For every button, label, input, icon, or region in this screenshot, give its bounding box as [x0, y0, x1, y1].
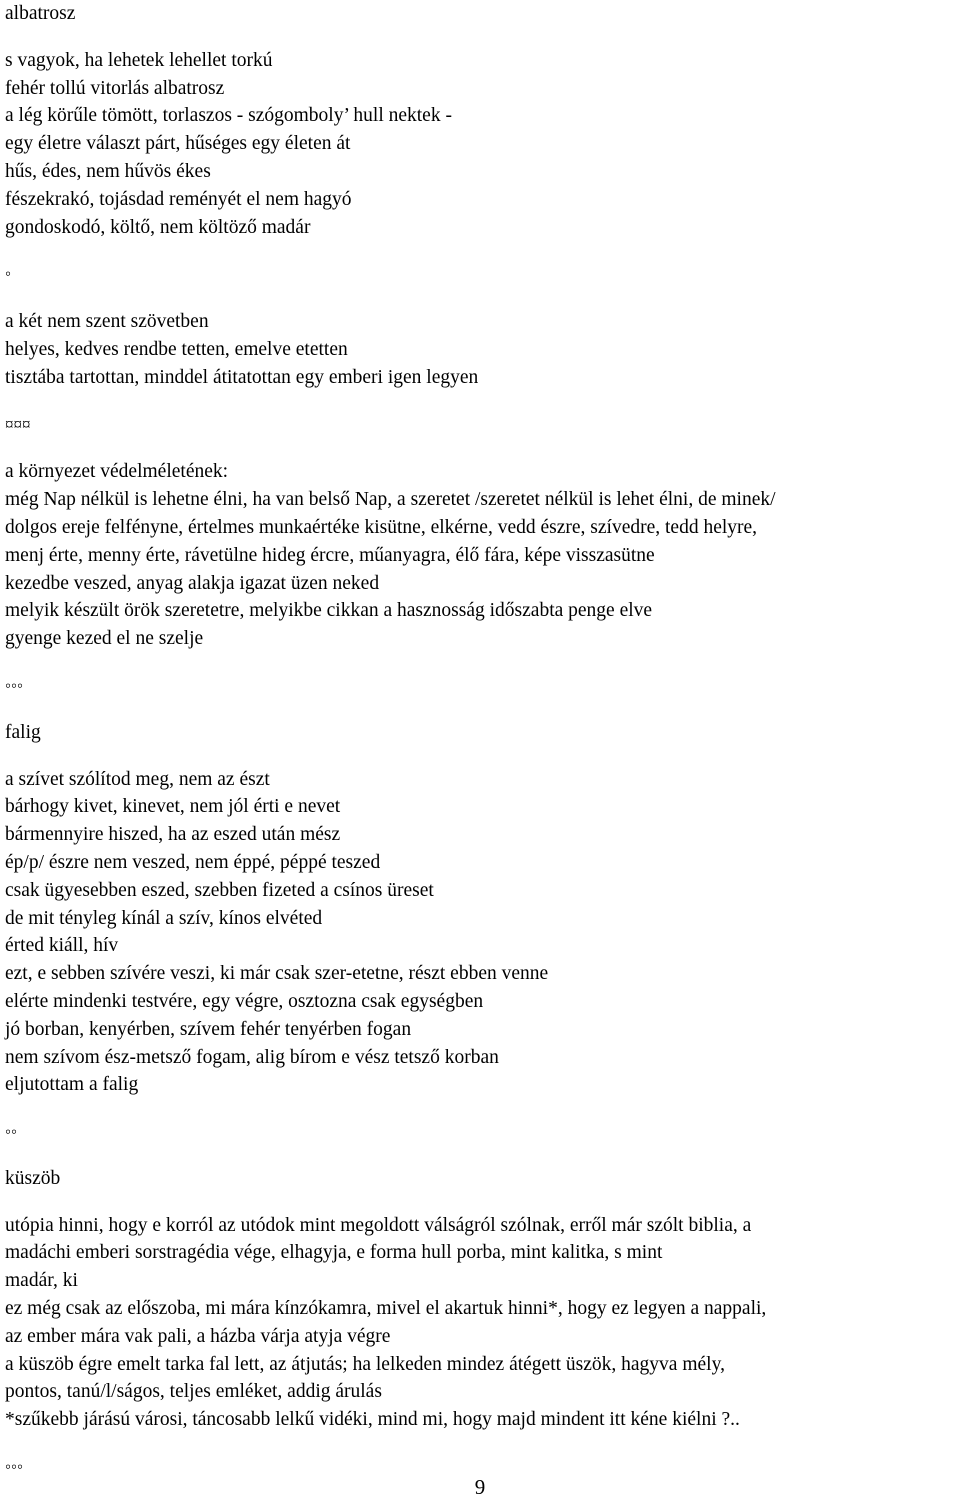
section-separator: ◦	[5, 264, 12, 284]
section-separator: ¤¤¤	[5, 414, 31, 434]
poem-line: bárhogy kivet, kinevet, nem jól érti e nevet	[5, 796, 341, 818]
poem-line: madár, ki	[5, 1270, 78, 1292]
poem-line: utópia hinni, hogy e korról az utódok mint megoldott válságról szólnak, erről már szólt biblia, a	[5, 1214, 752, 1236]
poem-line: bármennyire hiszed, ha az eszed után mész	[5, 824, 341, 846]
poem-line: a környezet védelméletének:	[5, 461, 229, 483]
document-page	[5, 0, 960, 1481]
stanza	[5, 766, 960, 1100]
poem-line: s vagyok, ha lehetek lehellet torkú	[5, 49, 273, 71]
poem-line: ezt, e sebben szívére veszi, ki már csak szer-etetne, részt ebben venne	[5, 963, 549, 985]
poem-line: dolgos ereje felfényne, értelmes munkaértéke kisütne, elkérne, vedd észre, szívedre, tedd helyre,	[5, 516, 758, 538]
poem-line: pontos, tanú/l/ságos, teljes emléket, addig árulás	[5, 1381, 382, 1403]
poem-line: elérte mindenki testvére, egy végre, osztozna csak egységben	[5, 990, 484, 1012]
poem-title: albatrosz	[5, 3, 76, 24]
poem-line: hűs, édes, nem hűvös ékes	[5, 160, 211, 182]
poem-line: a két nem szent szövetben	[5, 311, 209, 333]
poem-title: küszöb	[5, 1167, 61, 1189]
poem-line: helyes, kedves rendbe tetten, emelve etetten	[5, 338, 348, 360]
poem-title: falig	[5, 721, 41, 743]
poem-line: érted kiáll, hív	[5, 935, 119, 957]
poem-line: kezedbe veszed, anyag alakja igazat üzen neked	[5, 572, 380, 594]
poem-line: de mit tényleg kínál a szív, kínos elvéted	[5, 907, 323, 929]
stanza	[5, 47, 960, 242]
section-separator: ◦◦◦	[5, 675, 24, 695]
poem-line: csak ügyesebben eszed, szebben fizeted a csínos üreset	[5, 879, 434, 901]
poem-line: a küszöb égre emelt tarka fal lett, az átjutás; ha lelkeden mindez átégett üszök, hagyva mély,	[5, 1353, 725, 1375]
poem-line: a lég körűle tömött, torlaszos - szógomboly’ hull nektek -	[5, 105, 452, 127]
poem-line: menj érte, menny érte, rávetülne hideg ércre, műanyagra, élő fára, képe visszasütne	[5, 544, 655, 566]
poem-line: gondoskodó, költő, nem költöző madár	[5, 216, 311, 238]
poem-line: még Nap nélkül is lehetne élni, ha van belső Nap, a szeretet /szeretet nélkül is lehet élni, de minek/	[5, 489, 776, 511]
poem-line: az ember mára vak pali, a házba várja atyja végre	[5, 1325, 391, 1347]
poem-line: fészekrakó, tojásdad reményét el nem hagyó	[5, 188, 352, 210]
section-separator: ◦◦◦	[5, 1457, 24, 1477]
poem-line: eljutottam a falig	[5, 1074, 139, 1096]
poem-line: ez még csak az előszoba, mi mára kínzókamra, mivel el akartuk hinni*, hogy ez legyen a nappali,	[5, 1298, 767, 1320]
poem-line: melyik készült örök szeretetre, melyikbe cikkan a hasznosság időszabta penge elve	[5, 600, 653, 622]
poem-line: fehér tollú vitorlás albatrosz	[5, 77, 225, 99]
stanza	[5, 458, 960, 653]
poem-line: jó borban, kenyérben, szívem fehér tenyérben fogan	[5, 1018, 412, 1040]
stanza	[5, 308, 960, 391]
poem-line: nem szívom ész-metsző fogam, alig bírom e vész tetsző korban	[5, 1046, 499, 1068]
poem-line: madáchi emberi sorstragédia vége, elhagyja, e forma hull porba, mint kalitka, s mint	[5, 1242, 663, 1264]
poem-line: *szűkebb járású városi, táncosabb lelkű vidéki, mind mi, hogy majd mindent itt kéne kiélni ?..	[5, 1409, 740, 1431]
poem-line: egy életre választ párt, hűséges egy életen át	[5, 133, 351, 155]
poem-line: gyenge kezed el ne szelje	[5, 628, 204, 650]
page-number: 9	[474, 1475, 486, 1499]
poem-line: ép/p/ észre nem veszed, nem éppé, péppé teszed	[5, 851, 381, 873]
stanza	[5, 1212, 960, 1434]
section-separator: ◦◦	[5, 1122, 18, 1142]
poem-line: a szívet szólítod meg, nem az észt	[5, 768, 270, 790]
poem-line: tisztába tartottan, minddel átitatottan egy emberi igen legyen	[5, 366, 479, 388]
